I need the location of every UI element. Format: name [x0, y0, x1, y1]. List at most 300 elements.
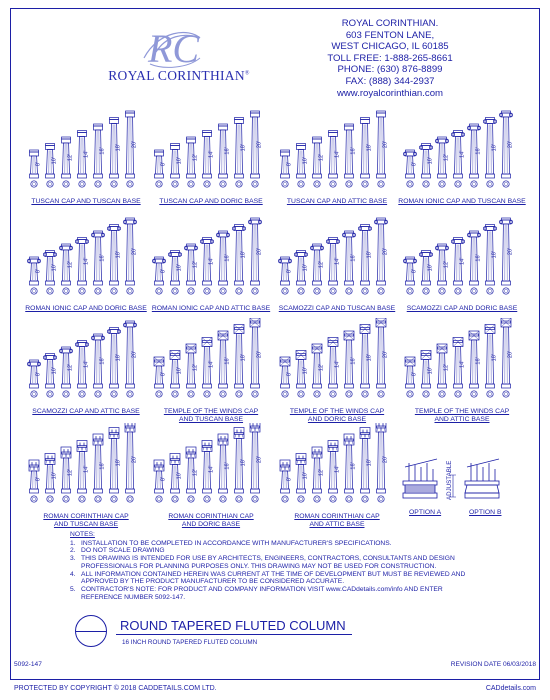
column-detail-label: [273, 305, 401, 313]
column-elevation: [77, 441, 90, 503]
column-elevations: [22, 215, 150, 303]
option-a-label: OPTION A: [409, 509, 442, 516]
column-elevations: [273, 318, 401, 406]
column-size-label: 18': [115, 144, 122, 152]
label-line: AND TUSCAN BASE: [53, 520, 119, 528]
column-size-label: 14': [83, 150, 90, 158]
column-elevation: [154, 460, 167, 502]
column-size-label: 20': [131, 247, 138, 256]
label-line: SCAMOZZI CAP AND TUSCAN BASE: [278, 305, 396, 312]
title-underline: [116, 634, 352, 635]
column-elevation: [250, 423, 263, 502]
column-elevation: [110, 118, 122, 188]
column-size-label: 14': [334, 257, 341, 265]
column-size-label: 18': [240, 459, 247, 467]
company-address2: WEST CHICAGO, IL 60185: [331, 41, 449, 53]
column-elevation: [374, 218, 388, 294]
column-elevation: [280, 357, 293, 397]
column-elevation: [107, 328, 121, 398]
column-elevation: [499, 218, 513, 294]
column-size-label: 14': [83, 465, 90, 473]
column-size-label: 20': [131, 455, 138, 464]
column-elevation: [202, 338, 215, 398]
column-elevation: [235, 118, 247, 188]
company-info: [300, 18, 480, 99]
column-size-label: 16': [99, 147, 106, 155]
column-detail-cell: [22, 108, 150, 210]
label-line: ROMAN IONIC CAP AND TUSCAN BASE: [398, 198, 526, 205]
column-elevation: [30, 150, 42, 187]
revision-date: REVISION DATE 06/03/2018: [450, 661, 536, 668]
column-size-label: 12': [192, 153, 199, 162]
option-b-label: OPTION B: [469, 509, 502, 516]
column-detail-cell: [147, 108, 275, 210]
column-detail-cell: [273, 423, 401, 528]
column-size-label: 12': [318, 153, 325, 162]
column-elevation: [361, 118, 373, 188]
column-elevation: [403, 257, 417, 294]
column-elevation: [91, 334, 105, 397]
column-elevation: [123, 218, 137, 294]
caddetails-link[interactable]: CADdetails.com: [485, 685, 536, 692]
column-elevation: [46, 144, 58, 188]
column-elevations: [273, 423, 401, 511]
column-elevation: [405, 357, 418, 397]
column-elevation: [483, 118, 497, 188]
column-elevation: [59, 244, 73, 294]
column-elevation: [329, 131, 341, 188]
column-size-label: 14': [459, 360, 466, 368]
column-elevation: [200, 238, 214, 295]
column-size-label: 16': [350, 254, 357, 262]
label-line: TUSCAN CAP AND TUSCAN BASE: [31, 198, 141, 205]
column-detail-label: [22, 513, 150, 529]
column-size-label: 12': [67, 260, 74, 269]
column-detail-cell: [147, 318, 275, 423]
column-size-label: 10': [302, 367, 309, 375]
column-size-label: 10': [176, 264, 183, 272]
column-size-label: 10': [302, 157, 309, 165]
column-elevation: [170, 454, 183, 503]
column-elevation: [435, 244, 449, 294]
column-size-label: 8': [35, 371, 42, 377]
column-size-label: 14': [208, 257, 215, 265]
column-elevation: [171, 144, 183, 188]
column-detail-cell: [398, 215, 526, 317]
column-elevation: [344, 331, 357, 397]
column-elevation: [218, 331, 231, 397]
column-elevations: [398, 215, 526, 303]
column-elevation: [451, 131, 465, 188]
column-elevation: [501, 318, 514, 397]
column-elevation: [310, 244, 324, 294]
column-elevation: [342, 231, 356, 294]
column-detail-label: [398, 305, 526, 313]
column-detail-cell: [22, 318, 150, 420]
column-size-label: 16': [99, 462, 106, 470]
column-elevation: [45, 454, 58, 503]
column-size-label: 8': [411, 371, 418, 377]
label-line: SCAMOZZI CAP AND ATTIC BASE: [32, 408, 140, 415]
label-line: AND TUSCAN BASE: [178, 415, 244, 423]
drawing-title: ROUND TAPERED FLUTED COLUMN: [120, 618, 346, 633]
column-elevation: [154, 357, 167, 397]
column-elevation: [376, 423, 389, 502]
label-line: ROMAN IONIC CAP AND ATTIC BASE: [151, 305, 271, 312]
column-size-label: 16': [475, 254, 482, 262]
column-elevation: [59, 347, 73, 397]
title-block: [70, 611, 360, 651]
column-elevation: [186, 344, 199, 397]
base-options: [395, 457, 535, 519]
column-size-label: 16': [224, 357, 231, 365]
column-size-label: 10': [176, 157, 183, 165]
column-size-label: 18': [240, 251, 247, 259]
column-size-label: 14': [459, 150, 466, 158]
column-elevation: [170, 351, 183, 398]
column-size-label: 10': [51, 157, 58, 165]
column-elevations: [147, 215, 275, 303]
column-elevation: [93, 434, 106, 502]
column-elevations: [273, 215, 401, 303]
column-detail-cell: [273, 215, 401, 317]
column-elevation: [403, 150, 417, 187]
column-elevations: [147, 318, 275, 406]
column-size-label: 18': [366, 459, 373, 467]
column-elevation: [125, 423, 138, 502]
column-size-label: 20': [382, 247, 389, 256]
option-b-detail: [465, 459, 499, 498]
column-elevation: [43, 354, 57, 398]
column-size-label: 12': [67, 153, 74, 162]
label-line: SCAMOZZI CAP AND DORIC BASE: [406, 305, 518, 312]
column-size-label: 16': [99, 357, 106, 365]
column-elevation: [294, 251, 308, 295]
column-size-label: 8': [160, 161, 167, 167]
column-size-label: 20': [507, 350, 514, 359]
column-elevation: [78, 131, 90, 188]
column-elevation: [184, 244, 198, 294]
label-line: AND ATTIC BASE: [434, 415, 490, 423]
column-detail-label: [147, 408, 275, 424]
column-elevation: [328, 338, 341, 398]
column-elevation: [377, 111, 389, 187]
column-elevation: [248, 218, 262, 294]
column-elevation: [91, 231, 105, 294]
column-elevation: [250, 318, 263, 397]
column-size-label: 12': [443, 260, 450, 269]
column-elevation: [29, 460, 42, 502]
company-phone: PHONE: (630) 876-8899: [337, 64, 443, 76]
column-elevation: [297, 144, 309, 188]
column-elevation: [62, 137, 74, 187]
note-item: 2. DO NOT SCALE DRAWING: [70, 547, 165, 555]
column-size-label: 14': [208, 465, 215, 473]
adjustable-label: ADJUSTABLE: [446, 460, 453, 500]
column-size-label: 10': [51, 367, 58, 375]
column-size-label: 10': [302, 264, 309, 272]
column-elevation: [296, 351, 309, 398]
column-elevation: [216, 231, 230, 294]
column-elevation: [312, 447, 325, 502]
column-size-label: 20': [256, 140, 263, 149]
column-elevation: [312, 344, 325, 397]
column-size-label: 12': [67, 468, 74, 477]
column-elevations: [22, 318, 150, 406]
note-item: 5. CONTRACTOR'S NOTE: FOR PRODUCT AND COMPANY INFORMATION VISIT www.CADdetails.com/info AND ENTER REFERENCE NUMBER 5092-147.: [70, 585, 443, 601]
column-elevation: [168, 251, 182, 295]
column-size-label: 8': [411, 268, 418, 274]
column-size-label: 18': [240, 144, 247, 152]
column-elevation: [358, 225, 372, 295]
rc-monogram-icon: [104, 28, 264, 73]
column-size-label: 20': [256, 247, 263, 256]
note-item: 4. ALL INFORMATION CONTAINED HEREIN WAS CURRENT AT THE TIME OF DEVELOPMENT BUT MUST BE REVIEWED AND APPROVED BY THE PRODUCT MANUFACTURER TO BE CONSIDERED ACCURATE.: [70, 570, 466, 586]
column-elevation: [202, 441, 215, 503]
column-elevations: [22, 108, 150, 196]
column-elevation: [435, 137, 449, 187]
column-size-label: 16': [224, 462, 231, 470]
column-size-label: 18': [366, 354, 373, 362]
column-size-label: 14': [83, 360, 90, 368]
column-detail-label: [398, 408, 526, 424]
column-size-label: 20': [507, 247, 514, 256]
company-fax: FAX: (888) 344-2937: [345, 75, 435, 87]
column-size-label: 16': [475, 357, 482, 365]
column-elevation: [109, 428, 122, 503]
column-size-label: 20': [507, 140, 514, 149]
column-size-label: 18': [366, 144, 373, 152]
column-elevation: [251, 111, 263, 187]
column-elevation: [123, 321, 137, 397]
column-elevations: [147, 108, 275, 196]
column-elevation: [467, 231, 481, 294]
column-size-label: 20': [256, 350, 263, 359]
column-size-label: 20': [382, 350, 389, 359]
label-line: AND DORIC BASE: [307, 415, 367, 423]
column-size-label: 18': [491, 354, 498, 362]
column-size-label: 16': [475, 147, 482, 155]
column-size-label: 12': [192, 468, 199, 477]
column-detail-label: [273, 513, 401, 529]
option-a-detail: [403, 459, 437, 498]
column-elevation: [313, 137, 325, 187]
column-size-label: 8': [286, 161, 293, 167]
column-detail-cell: [398, 318, 526, 423]
label-line: ROMAN IONIC CAP AND DORIC BASE: [25, 305, 147, 312]
column-size-label: 16': [350, 357, 357, 365]
column-size-label: 10': [427, 264, 434, 272]
column-size-label: 20': [131, 140, 138, 149]
column-elevation: [94, 124, 106, 187]
label-line: ROMAN CORINTHIAN CAP: [168, 513, 254, 520]
column-size-label: 20': [256, 455, 263, 464]
column-elevation: [437, 344, 450, 397]
column-elevation: [344, 434, 357, 502]
column-size-label: 12': [318, 363, 325, 372]
royal-corinthian-logo: [104, 28, 264, 108]
label-line: ROMAN CORINTHIAN CAP: [294, 513, 380, 520]
column-elevation: [203, 131, 215, 188]
column-size-label: 8': [160, 371, 167, 377]
column-detail-cell: [147, 215, 275, 317]
column-size-label: 8': [286, 371, 293, 377]
copyright-notice: PROTECTED BY COPYRIGHT © 2018 CADDETAILS.COM LTD.: [14, 685, 217, 692]
column-detail-label: [273, 408, 401, 424]
company-website[interactable]: www.royalcorinthian.com: [336, 87, 444, 99]
column-elevation: [126, 111, 138, 187]
column-elevations: [273, 108, 401, 196]
column-elevation: [219, 124, 231, 187]
company-address1: 603 FENTON LANE,: [345, 29, 435, 41]
column-elevation: [155, 150, 167, 187]
column-elevations: [22, 423, 150, 511]
column-size-label: 8': [35, 268, 42, 274]
column-elevation: [326, 238, 340, 295]
column-elevation: [485, 325, 498, 398]
logo-wordmark: ROYAL CORINTHIAN®: [108, 68, 250, 83]
column-size-label: 16': [99, 254, 106, 262]
column-detail-cell: [22, 215, 150, 317]
column-detail-cell: [147, 423, 275, 528]
column-elevations: [147, 423, 275, 511]
column-size-label: 18': [240, 354, 247, 362]
column-elevation: [152, 257, 166, 294]
column-size-label: 18': [115, 251, 122, 259]
column-size-label: 14': [83, 257, 90, 265]
column-size-label: 20': [382, 140, 389, 149]
column-elevation: [75, 238, 89, 295]
column-elevation: [281, 150, 293, 187]
column-size-label: 12': [318, 260, 325, 269]
column-size-label: 14': [334, 360, 341, 368]
column-detail-label: [398, 198, 526, 206]
column-elevation: [499, 111, 513, 187]
column-size-label: 10': [176, 472, 183, 480]
label-line: TEMPLE OF THE WINDS CAP: [289, 408, 385, 415]
column-elevation: [451, 238, 465, 295]
column-size-label: 12': [67, 363, 74, 372]
reference-number: 5092-147: [14, 661, 42, 668]
column-size-label: 10': [176, 367, 183, 375]
label-line: AND DORIC BASE: [181, 520, 241, 528]
column-size-label: 16': [224, 254, 231, 262]
column-detail-label: [273, 198, 401, 206]
column-elevation: [232, 225, 246, 295]
column-size-label: 12': [443, 363, 450, 372]
column-elevation: [328, 441, 341, 503]
column-elevation: [483, 225, 497, 295]
column-elevation: [296, 454, 309, 503]
column-size-label: 12': [318, 468, 325, 477]
column-detail-cell: [398, 108, 526, 210]
column-elevation: [278, 257, 292, 294]
column-elevations: [398, 318, 526, 406]
column-size-label: 10': [51, 264, 58, 272]
column-size-label: 10': [427, 367, 434, 375]
column-elevation: [360, 428, 373, 503]
company-toll-free: TOLL FREE: 1-888-265-8661: [327, 52, 453, 64]
column-size-label: 14': [208, 360, 215, 368]
column-size-label: 16': [224, 147, 231, 155]
column-detail-cell: [273, 108, 401, 210]
column-size-label: 12': [192, 260, 199, 269]
column-size-label: 10': [302, 472, 309, 480]
column-elevations: [398, 108, 526, 196]
label-line: TEMPLE OF THE WINDS CAP: [163, 408, 259, 415]
column-elevation: [234, 325, 247, 398]
column-detail-label: [147, 305, 275, 313]
column-elevation: [234, 428, 247, 503]
drawing-subtitle: 16 INCH ROUND TAPERED FLUTED COLUMN: [122, 639, 258, 646]
column-size-label: 14': [334, 150, 341, 158]
column-detail-label: [22, 305, 150, 313]
column-size-label: 18': [115, 459, 122, 467]
note-item: 3. THIS DRAWING IS INTENDED FOR USE BY ARCHITECTS, ENGINEERS, CONTRACTORS, CONSULTANTS AND DESIGN PROFESSIONALS FOR PLANNING PURPOSES ONLY. THIS DRAWING MAY NOT BE USED FOR CONSTRUCTION.: [70, 555, 455, 570]
column-elevation: [467, 124, 481, 187]
column-detail-label: [147, 198, 275, 206]
label-line: TUSCAN CAP AND ATTIC BASE: [286, 198, 388, 205]
label-line: AND ATTIC BASE: [309, 520, 365, 528]
column-size-label: 8': [160, 476, 167, 482]
column-elevation: [27, 360, 41, 397]
notes-section: [70, 531, 470, 601]
column-size-label: 20': [131, 350, 138, 359]
column-size-label: 8': [286, 476, 293, 482]
column-size-label: 10': [51, 472, 58, 480]
column-elevation: [75, 341, 89, 398]
column-elevation: [345, 124, 357, 187]
column-elevation: [421, 351, 434, 398]
column-elevation: [186, 447, 199, 502]
label-line: TUSCAN CAP AND DORIC BASE: [159, 198, 263, 205]
footer-bar: [0, 683, 550, 700]
column-elevation: [419, 251, 433, 295]
column-size-label: 8': [35, 161, 42, 167]
column-detail-label: [22, 198, 150, 206]
column-size-label: 14': [334, 465, 341, 473]
column-elevation: [469, 331, 482, 397]
title-symbol-icon: [75, 615, 107, 647]
notes-header: NOTES:: [70, 531, 95, 538]
column-elevation: [376, 318, 389, 397]
column-elevation: [360, 325, 373, 398]
column-size-label: 14': [459, 257, 466, 265]
column-detail-label: [22, 408, 150, 416]
monogram-letter-r: RC: [148, 28, 200, 71]
column-size-label: 8': [160, 268, 167, 274]
label-line: ROMAN CORINTHIAN CAP: [43, 513, 129, 520]
column-size-label: 18': [491, 144, 498, 152]
column-elevation: [453, 338, 466, 398]
column-detail-cell: [22, 423, 150, 528]
column-size-label: 18': [115, 354, 122, 362]
column-elevation: [107, 225, 121, 295]
column-size-label: 8': [286, 268, 293, 274]
column-detail-cell: [273, 318, 401, 423]
label-line: TEMPLE OF THE WINDS CAP: [414, 408, 510, 415]
column-elevation: [43, 251, 57, 295]
column-elevation: [61, 447, 74, 502]
company-name: ROYAL CORINTHIAN.: [341, 18, 439, 29]
column-elevation: [280, 460, 293, 502]
column-size-label: 8': [35, 476, 42, 482]
column-size-label: 12': [192, 363, 199, 372]
column-size-label: 14': [208, 150, 215, 158]
column-size-label: 18': [366, 251, 373, 259]
column-size-label: 20': [382, 455, 389, 464]
column-size-label: 10': [427, 157, 434, 165]
